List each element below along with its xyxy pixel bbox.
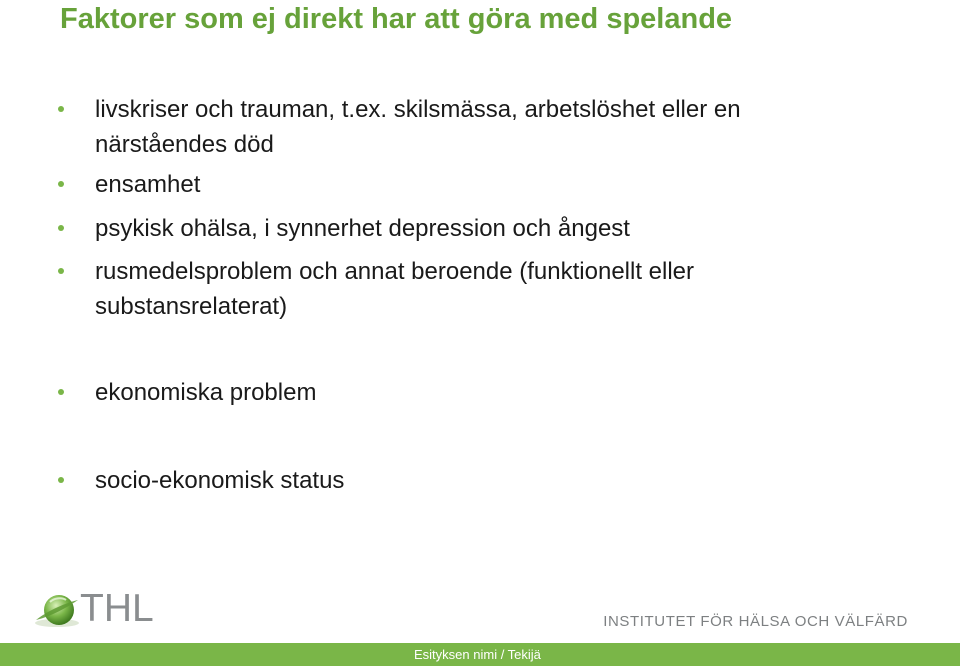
bullet-item	[95, 167, 855, 202]
thl-logo	[32, 587, 167, 632]
bullet-item	[95, 375, 855, 410]
bullet-dot-icon	[58, 389, 64, 395]
bullet-text: ekonomiska problem	[95, 379, 317, 406]
bullet-text: rusmedelsproblem och annat beroende (funktionellt eller substansrelaterat)	[95, 258, 695, 320]
bullet-item	[95, 254, 795, 324]
bullet-text: livskriser och trauman, t.ex. skilsmässa, arbetslöshet eller en närståendes död	[95, 96, 741, 158]
slide-title: Faktorer som ej direkt har att göra med spelande	[60, 3, 733, 35]
footer-bar	[0, 643, 960, 666]
bullet-dot-icon	[58, 477, 64, 483]
globe-leaf-icon	[32, 590, 82, 632]
bullet-text: psykisk ohälsa, i synnerhet depression och ångest	[95, 215, 630, 242]
bullet-dot-icon	[58, 268, 64, 274]
bullet-dot-icon	[58, 225, 64, 231]
bullet-dot-icon	[58, 106, 64, 112]
institute-name: INSTITUTET FÖR HÄLSA OCH VÄLFÄRD	[603, 613, 908, 630]
bullet-item	[95, 92, 855, 162]
bullet-text: socio-ekonomisk status	[95, 467, 345, 494]
bullet-item	[95, 463, 855, 498]
bullet-item	[95, 211, 855, 246]
bullet-text: ensamhet	[95, 171, 201, 198]
bullet-dot-icon	[58, 181, 64, 187]
logo-wordmark: THL	[80, 587, 154, 630]
footer-text: Esityksen nimi / Tekijä	[414, 647, 541, 662]
